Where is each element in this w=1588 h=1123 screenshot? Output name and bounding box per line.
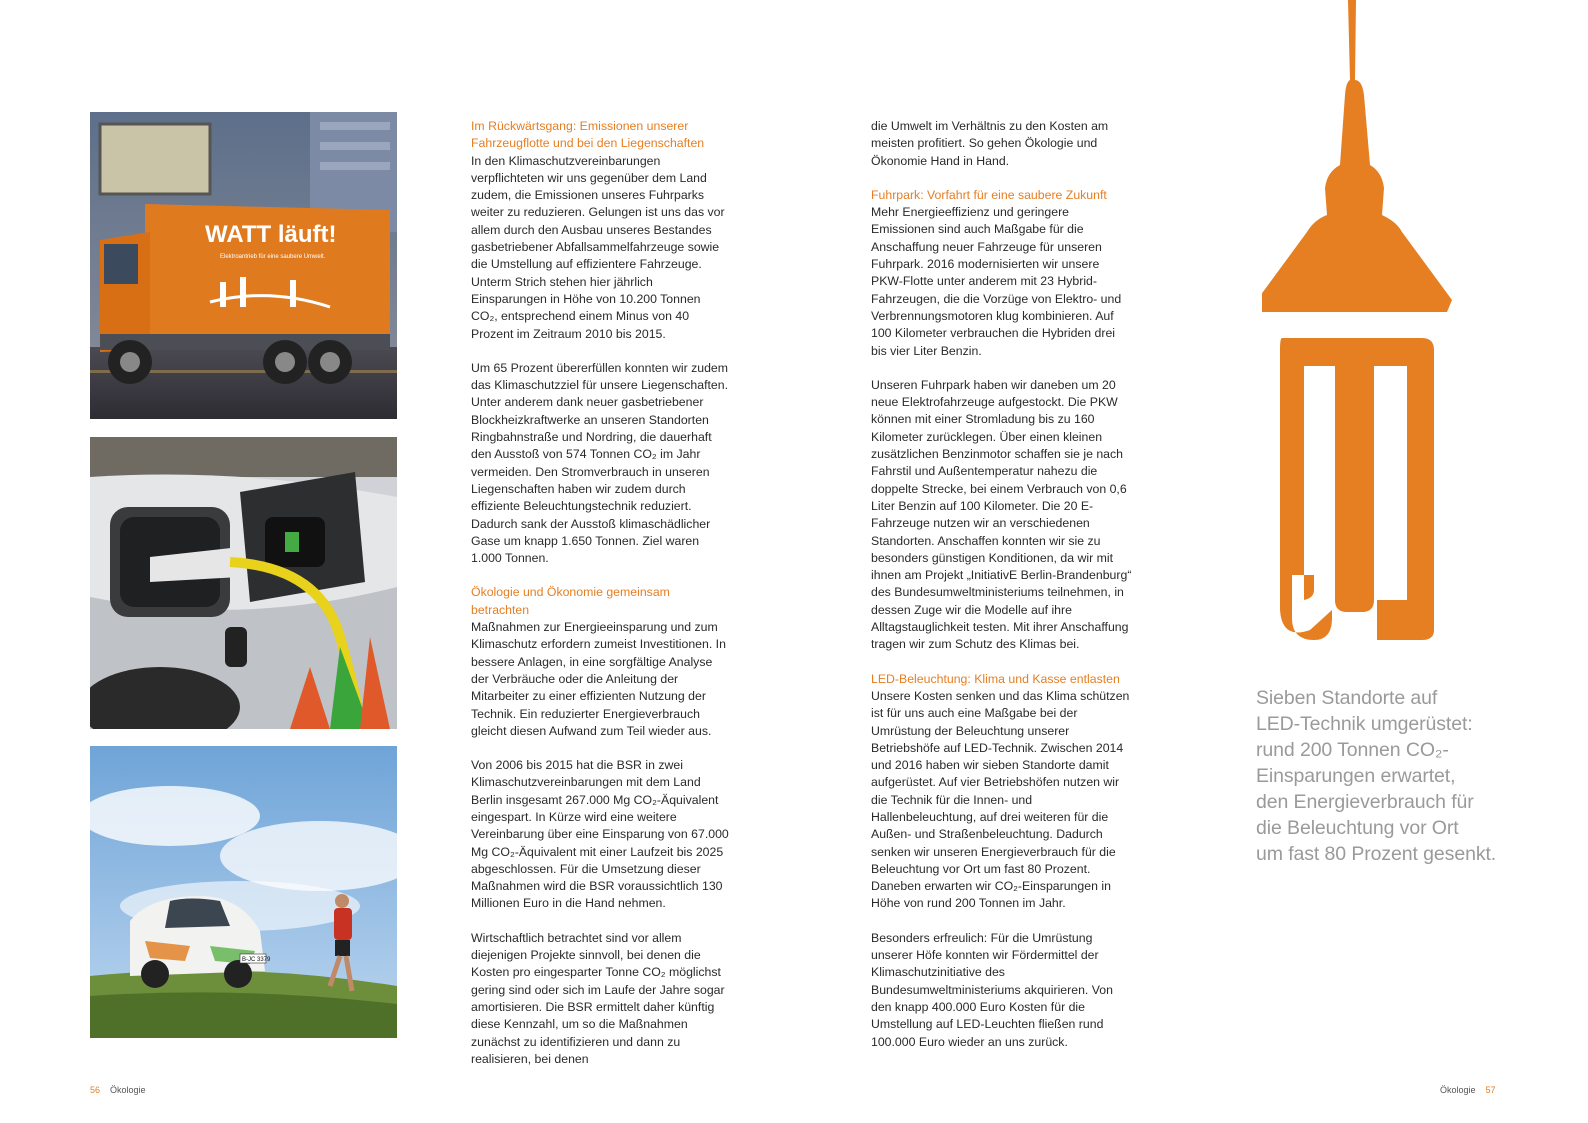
paragraph: Maßnahmen zur Energieeinsparung und zum Klimaschutz erfordern zumeist Investitionen. In bessere Anlagen, in eine sorgfältige Analyse der Verbräuche oder die Anleitung der Mitarbeiter zu einer effizienten Nutzung der Technik. Ein reduzierter Energieverbrauch gleicht diesen Aufwand zum Teil wieder aus. [471,620,726,738]
section-name-left: Ökologie [110,1085,146,1095]
pull-quote-line: Sieben Standorte auf [1256,687,1438,709]
section-name-right: Ökologie [1440,1085,1476,1095]
paragraph: Unseren Fuhrpark haben wir daneben um 20 neue Elektrofahrzeuge aufgestockt. Die PKW können mit einer Stromladung bis zu 160 Kilometer zurücklegen. Über einen kleinen zusätzlichen Benzinmotor schaffen sie je nach Fahrstil und Außentemperatur nahezu die doppelte Strecke, bei einem Verbrauch von 0,6 Liter Benzin auf 100 Kilometer. Die 20 E-Fahrzeuge nutzen wir an verschiedenen Standorten. Anschaffen konnten wir sie zu besonders günstigen Konditionen, da wir mit ihnen am Projekt „InitiativE Berlin-Brandenburg“ des Bundesumweltministeriums teilnehmen, in dessen Zuge wir die Modelle auf ihre Alltagstauglichkeit testen. Mit ihrer Anschaffung tragen wir zum Schutz des Klimas bei. [871,377,1132,652]
paragraph: Unsere Kosten senken und das Klima schützen ist für uns auch eine Maßgabe bei der Umrüstung der Beleuchtung unserer Betriebshöfe auf LED-Technik. Zwischen 2014 und 2016 haben wir sieben Standorte damit aufgerüstet. Auf vier Betriebshöfen nutzen wir die Technik für die Innen- und Hallenbeleuchtung, auf drei weiteren für die Außen- und Straßenbeleuchtung. Dadurch senken wir unseren Energieverbrauch für die Beleuchtung vor Ort um fast 80 Prozent. Daneben erwarten wir CO₂-Einsparungen in Höhe von rund 200 Tonnen im Jahr. [871,688,1130,911]
page-number-left: 56 [90,1085,101,1095]
text-column-right [871,118,1133,1068]
pull-quote-line: rund 200 Tonnen CO₂- [1256,739,1449,761]
footer-left [90,1085,146,1095]
photo-ev-charging [90,437,397,729]
page-number-right: 57 [1485,1085,1496,1095]
footer-right [1440,1085,1496,1095]
photo-garbage-truck [90,112,397,419]
energy-saving-lamp-illustration [1262,0,1452,645]
pull-quote [1256,685,1526,867]
truck-subline-text: Elektroantrieb für eine saubere Umwelt. [220,254,326,260]
pull-quote-line: um fast 80 Prozent gesenkt. [1256,843,1497,865]
text-column-left [471,118,729,1085]
car-plate-text: B-JC 3379 [242,957,271,963]
heading-fleet: Fuhrpark: Vorfahrt für eine saubere Zukunft [871,187,1107,202]
paragraph: Um 65 Prozent übererfüllen konnten wir zudem das Klimaschutzziel für unsere Liegenschaften. Unter anderem dank neuer gasbetriebener Blockheizkraftwerke an unseren Standorten Ringbahnstraße und Nordring, die dauerhaft den Ausstoß von 574 Tonnen CO₂ im Jahr vermeiden. Den Stromverbrauch in unseren Liegenschaften haben wir zudem durch effiziente Beleuchtungstechnik reduziert. Dadurch sank der Ausstoß klimaschädlicher Gase um knapp 1.650 Tonnen. Ziel waren 1.000 Tonnen. [471,360,729,566]
paragraph: Besonders erfreulich: Für die Umrüstung unserer Höfe konnten wir Fördermittel der Klimaschutzinitiative des Bundesumweltministeriums akquirieren. Von den knapp 400.000 Euro Kosten für die Umstellung auf LED-Leuchten fließen rund 100.000 Euro wieder an uns zurück. [871,930,1113,1049]
paragraph: Mehr Energieeffizienz und geringere Emissionen sind auch Maßgabe für die Anschaffung neuer Fahrzeuge für unseren Fuhrpark. 2016 modernisierten wir unsere PKW-Flotte unter anderem mit 23 Hybrid-Fahrzeugen, die die Vorzüge von Elektro- und Verbrennungsmotoren klug kombinieren. Auf 100 Kilometer verbrauchen die Hybriden drei bis vier Liter Benzin. [871,205,1122,358]
pull-quote-line: die Beleuchtung vor Ort [1256,817,1459,839]
paragraph: Von 2006 bis 2015 hat die BSR in zwei Klimaschutzvereinbarungen mit dem Land Berlin insgesamt 267.000 Mg CO₂-Äquivalent eingespart. In Kürze wird eine weitere Vereinbarung über eine Einsparung von 67.000 Mg CO₂-Äquivalent mit einer Laufzeit bis 2025 abgeschlossen. Für die Umsetzung dieser Maßnahmen wird die BSR voraussichtlich 130 Millionen Euro in die Hand nehmen. [471,758,729,911]
paragraph: In den Klimaschutzvereinbarungen verpflichteten wir uns gegenüber dem Land zudem, die Emissionen unseres Fuhrparks weiter zu reduzieren. Gelungen ist uns das vor allem durch den Ausbau unseres Bestandes gasbetriebener Abfallsammelfahrzeuge sowie die Umstellung auf effizientere Fahrzeuge. Unterm Strich stehen hier jährlich Einsparungen in Höhe von 10.200 Tonnen CO₂, entsprechend einem Minus von 40 Prozent im Zeitraum 2010 bis 2015. [471,153,725,341]
heading-emissions: Im Rückwärtsgang: Emissionen unserer Fahrzeugflotte und bei den Liegenschaften [471,119,705,151]
truck-sign-text: WATT läuft! [205,221,337,248]
paragraph: Wirtschaftlich betrachtet sind vor allem diejenigen Projekte sinnvoll, bei denen die Kosten pro eingesparter Tonne CO₂ möglichst gering sind oder sich im Laufe der Jahre sogar amortisieren. Die BSR ermittelt daher künftig diese Kennzahl, um so die Maßnahmen zunächst zu identifizieren und dann zu realisieren, bei denen [471,930,725,1066]
heading-led-lighting: LED-Beleuchtung: Klima und Kasse entlasten [871,671,1120,686]
pull-quote-line: Einsparungen erwartet, [1256,765,1456,787]
photo-smart-car-runner [90,746,397,1038]
pull-quote-line: den Energieverbrauch für [1256,791,1474,813]
paragraph: die Umwelt im Verhältnis zu den Kosten am meisten profitiert. So gehen Ökologie und Ökonomie Hand in Hand. [871,119,1109,168]
heading-ecology-economy: Ökologie und Ökonomie gemeinsam betrachten [471,585,670,617]
pull-quote-line: LED-Technik umgerüstet: [1256,713,1473,735]
